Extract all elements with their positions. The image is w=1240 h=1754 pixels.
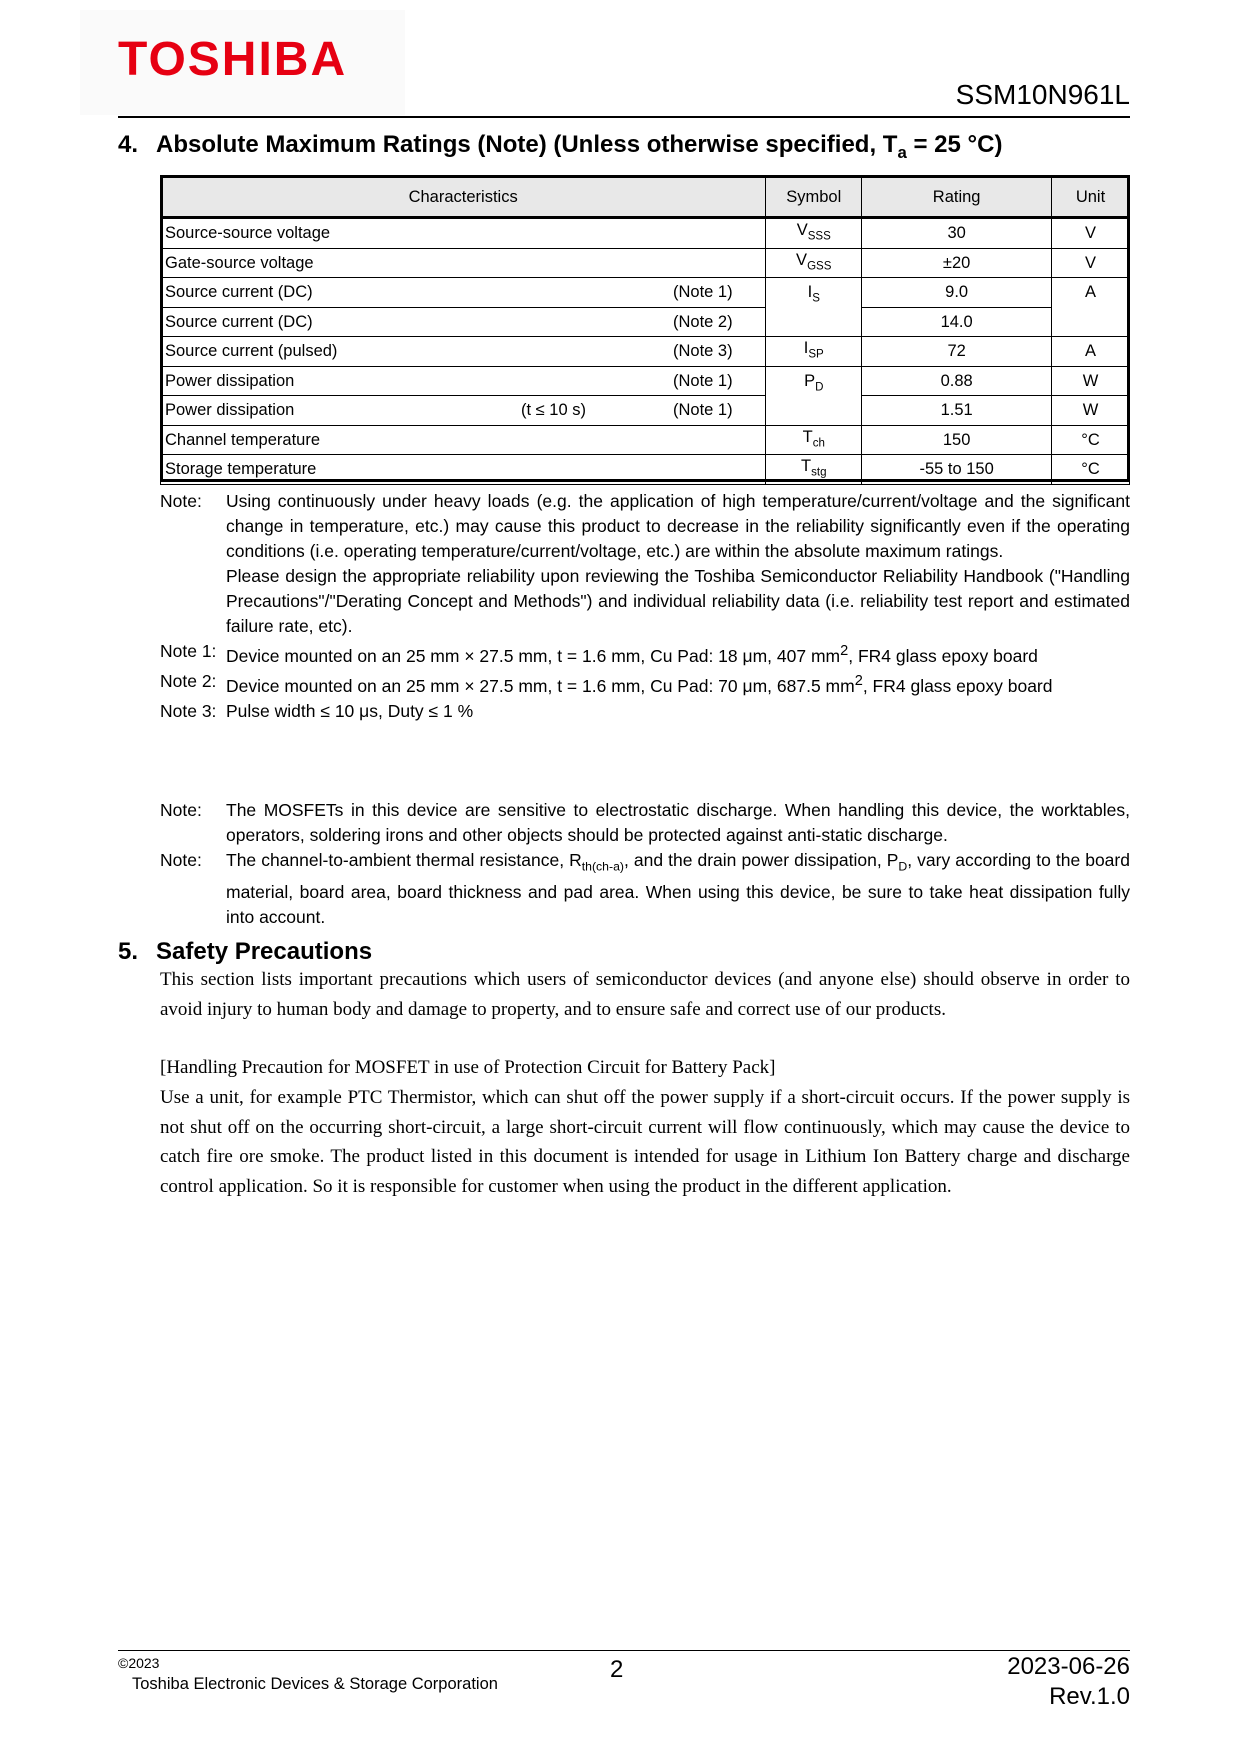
unit-value: V bbox=[1052, 248, 1130, 278]
table-header-row bbox=[161, 177, 1130, 218]
table-row bbox=[161, 248, 1130, 278]
unit-value: °C bbox=[1052, 425, 1130, 455]
char-label: Source current (pulsed) bbox=[165, 342, 338, 361]
note-label: Note: bbox=[160, 850, 202, 870]
rating-value: 30 bbox=[862, 218, 1052, 249]
unit-value: W bbox=[1052, 366, 1130, 396]
table-row bbox=[161, 455, 1130, 485]
table-row bbox=[161, 425, 1130, 455]
note1-sup: 2 bbox=[840, 643, 849, 659]
symbol-sub: GSS bbox=[807, 259, 832, 272]
rating-value: 150 bbox=[862, 425, 1052, 455]
char-label: Source current (DC) bbox=[165, 312, 313, 331]
symbol: T bbox=[802, 427, 813, 446]
table-row bbox=[161, 396, 1130, 426]
table-row bbox=[161, 278, 1130, 308]
symbol: I bbox=[807, 283, 813, 301]
absolute-maximum-ratings-table bbox=[160, 175, 1130, 485]
table-row bbox=[161, 218, 1130, 249]
handling-notes bbox=[160, 798, 1130, 930]
revision: Rev.1.0 bbox=[1049, 1683, 1130, 1710]
note-ref: (Note 2) bbox=[673, 312, 733, 331]
rating-value: 72 bbox=[862, 337, 1052, 367]
unit-value: °C bbox=[1052, 455, 1130, 485]
thermal-note-sub1: th(ch-a) bbox=[581, 859, 624, 874]
section-title-sub: a bbox=[897, 142, 907, 162]
char-label: Gate-source voltage bbox=[165, 253, 314, 272]
toshiba-logo: TOSHIBA bbox=[118, 33, 348, 86]
footer-divider bbox=[118, 1650, 1130, 1651]
section-title-prefix: Absolute Maximum Ratings (Note) (Unless otherwise specified, T bbox=[156, 131, 898, 158]
note2-label: Note 2: bbox=[160, 670, 217, 691]
note-ref: (Note 1) bbox=[673, 283, 733, 302]
unit-value: A bbox=[1052, 278, 1130, 337]
thermal-note-sub2: D bbox=[898, 859, 908, 874]
char-label: Storage temperature bbox=[165, 460, 317, 479]
note-main-1: Using continuously under heavy loads (e.g. the application of high temperature/current/voltage and the significant change in temperature, etc.) may cause this product to decrease in the reliability significantly even if the operating conditions (i.e. operating temperature/current/voltage, etc.) are within the absolute maximum ratings. bbox=[226, 491, 1130, 561]
note3-label: Note 3: bbox=[160, 700, 217, 721]
symbol-sub: SP bbox=[808, 348, 824, 361]
note-label: Note: bbox=[160, 491, 202, 511]
page-number: 2 bbox=[610, 1656, 624, 1683]
copyright: ©2023 bbox=[118, 1655, 160, 1671]
unit-value: A bbox=[1052, 337, 1130, 367]
char-label: Channel temperature bbox=[165, 430, 321, 449]
char-label: Source-source voltage bbox=[165, 224, 331, 243]
thermal-note-a: The channel-to-ambient thermal resistance, R bbox=[226, 850, 582, 870]
section-title: Safety Precautions bbox=[156, 938, 373, 965]
col-header-characteristics: Characteristics bbox=[161, 177, 766, 218]
col-header-unit: Unit bbox=[1052, 177, 1130, 218]
note1-text-end: , FR4 glass epoxy board bbox=[848, 645, 1038, 666]
company-name: Toshiba Electronic Devices & Storage Corporation bbox=[132, 1675, 498, 1693]
rating-value: ±20 bbox=[862, 248, 1052, 278]
symbol: T bbox=[801, 457, 812, 476]
symbol: I bbox=[803, 339, 809, 358]
handling-body: Use a unit, for example PTC Thermistor, which can shut off the power supply if a short-circuit occurs. If the power supply is not shut off on the occurring short-circuit, a large short-circuit current will flow continuously, which may cause the device to catch fire ore smoke. The product listed in this document is intended for usage in Lithium Ion Battery charge and discharge control application. So it is responsible for customer when using the product in the different application. bbox=[160, 1087, 1130, 1197]
section-5-heading bbox=[118, 937, 372, 967]
rating-value: 9.0 bbox=[862, 278, 1052, 308]
note2-text: Device mounted on an 25 mm × 27.5 mm, t = 1.6 mm, Cu Pad: 70 μm, 687.5 mm bbox=[226, 675, 855, 696]
table-notes bbox=[160, 489, 1130, 724]
symbol: V bbox=[796, 250, 808, 269]
section-title-suffix: = 25 °C) bbox=[906, 131, 1003, 158]
handling-title: [Handling Precaution for MOSFET in use of Protection Circuit for Battery Pack] bbox=[160, 1057, 776, 1078]
symbol-sub: D bbox=[815, 380, 824, 393]
table-row bbox=[161, 366, 1130, 396]
note-label: Note: bbox=[160, 800, 202, 820]
char-label: Power dissipation bbox=[165, 371, 295, 390]
table-row bbox=[161, 337, 1130, 367]
section-4-heading bbox=[118, 130, 1002, 168]
table-row bbox=[161, 307, 1130, 337]
note-ref: (Note 1) bbox=[673, 371, 733, 390]
note2-sup: 2 bbox=[854, 672, 863, 689]
esd-note: The MOSFETs in this device are sensitive to electrostatic discharge. When handling this device, the worktables, operators, soldering irons and other objects should be protected against anti-static discharge. bbox=[226, 800, 1130, 845]
char-label: Power dissipation bbox=[165, 401, 295, 420]
rating-value: 14.0 bbox=[862, 307, 1052, 337]
symbol-sub: ch bbox=[812, 436, 825, 449]
note1-label: Note 1: bbox=[160, 641, 217, 661]
note-ref: (Note 1) bbox=[673, 401, 733, 420]
safety-intro: This section lists important precautions which users of semiconductor devices (and anyone else) should observe in order to avoid injury to human body and damage to property, and to ensure safe and correct use of our products. bbox=[160, 969, 1130, 1020]
char-label: Source current (DC) bbox=[165, 283, 313, 302]
unit-value: W bbox=[1052, 396, 1130, 426]
part-number: SSM10N961L bbox=[955, 79, 1130, 110]
thermal-note-c: , vary according to the board material, board area, board thickness and pad area. When using this device, be sure to take heat dissipation fully into account. bbox=[226, 850, 1130, 927]
rating-value: -55 to 150 bbox=[862, 455, 1052, 485]
symbol: P bbox=[804, 371, 816, 390]
note3-text: Pulse width ≤ 10 μs, Duty ≤ 1 % bbox=[226, 700, 474, 721]
symbol-sub: SSS bbox=[807, 230, 831, 243]
col-header-symbol: Symbol bbox=[766, 177, 862, 218]
thermal-note-b: , and the drain power dissipation, P bbox=[623, 850, 899, 870]
header-divider bbox=[118, 116, 1130, 118]
col-header-rating: Rating bbox=[862, 177, 1052, 218]
note-main-2: Please design the appropriate reliability upon reviewing the Toshiba Semiconductor Reliability Handbook ("Handling Precautions"/"Derating Concept and Methods") and individual reliability data (i.e. reliability test report and estimated failure rate, etc). bbox=[226, 566, 1130, 636]
condition: (t ≤ 10 s) bbox=[521, 401, 586, 420]
rating-value: 1.51 bbox=[862, 396, 1052, 426]
symbol: V bbox=[796, 221, 808, 240]
note-ref: (Note 3) bbox=[673, 342, 733, 361]
symbol-sub: stg bbox=[811, 466, 827, 479]
section-number: 5. bbox=[118, 938, 139, 965]
document-date: 2023-06-26 bbox=[1007, 1653, 1130, 1680]
rating-value: 0.88 bbox=[862, 366, 1052, 396]
symbol-sub: S bbox=[812, 292, 820, 305]
note1-text: Device mounted on an 25 mm × 27.5 mm, t = 1.6 mm, Cu Pad: 18 μm, 407 mm bbox=[226, 645, 841, 666]
note2-text-end: , FR4 glass epoxy board bbox=[862, 675, 1053, 696]
section-number: 4. bbox=[118, 131, 139, 158]
unit-value: V bbox=[1052, 218, 1130, 249]
